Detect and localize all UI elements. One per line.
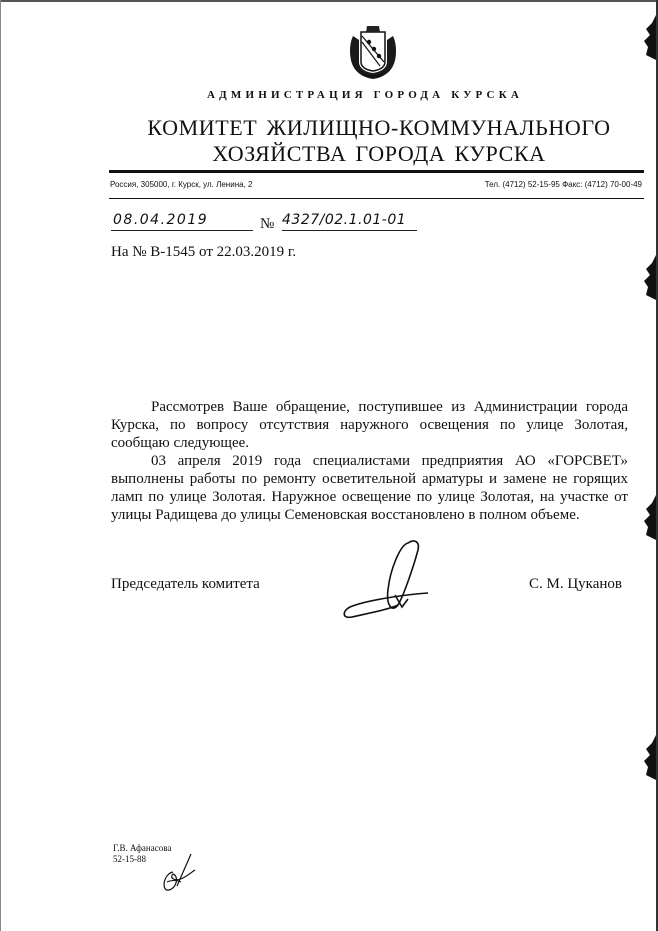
contacts: Тел. (4712) 52-15-95 Факс: (4712) 70-00-49 — [484, 180, 642, 189]
registration-number: 4327/02.1.01-01 — [282, 210, 417, 231]
signatory-name: С. М. Цуканов — [529, 576, 623, 592]
scan-border-top — [0, 0, 658, 2]
registration-date: 08.04.2019 — [111, 210, 253, 231]
address: Россия, 305000, г. Курск, ул. Ленина, 2 — [110, 180, 253, 189]
letterhead-rule-top — [109, 170, 644, 173]
executor-signature-icon — [155, 852, 200, 897]
body-paragraph: 03 апреля 2019 года специалистами предприятия АО «ГОРСВЕТ» выполнены работы по ремонту осветительной арматуры и замене не горящих ламп по улице Золотая. Наружное освещение по улице Золотая, на участке от улицы Радищева до улицы Семеновская восстановлено в полном объеме. — [111, 453, 628, 523]
handwritten-signature-icon — [340, 535, 460, 625]
scan-artifact-mark — [642, 15, 656, 60]
signatory-role: Председатель комитета — [111, 576, 260, 592]
scan-border-left — [0, 0, 1, 931]
number-sign: № — [260, 216, 275, 232]
scan-artifact-mark — [642, 255, 656, 300]
committee-title-line1: КОМИТЕТ ЖИЛИЩНО-КОММУНАЛЬНОГО — [147, 115, 611, 140]
scan-artifact-mark — [642, 495, 656, 540]
scan-artifact-mark — [642, 735, 656, 780]
body-paragraph: Рассмотрев Ваше обращение, поступившее из Администрации города Курска, по вопросу отсутствия наружного освещения по улице Золотая, сообщаю следующее. — [111, 399, 628, 451]
letter-body — [111, 398, 628, 524]
kursk-coat-of-arms-icon — [347, 22, 399, 80]
committee-title-line2: ХОЗЯЙСТВА ГОРОДА КУРСКА — [212, 141, 546, 166]
executor-name: Г.В. Афанасова — [113, 843, 172, 853]
letterhead-rule-bottom — [109, 198, 644, 199]
administration-title: АДМИНИСТРАЦИЯ ГОРОДА КУРСКА — [206, 89, 524, 101]
executor-phone: 52-15-88 — [113, 854, 146, 864]
reply-reference: На № В-1545 от 22.03.2019 г. — [111, 244, 297, 260]
committee-title — [100, 115, 658, 167]
